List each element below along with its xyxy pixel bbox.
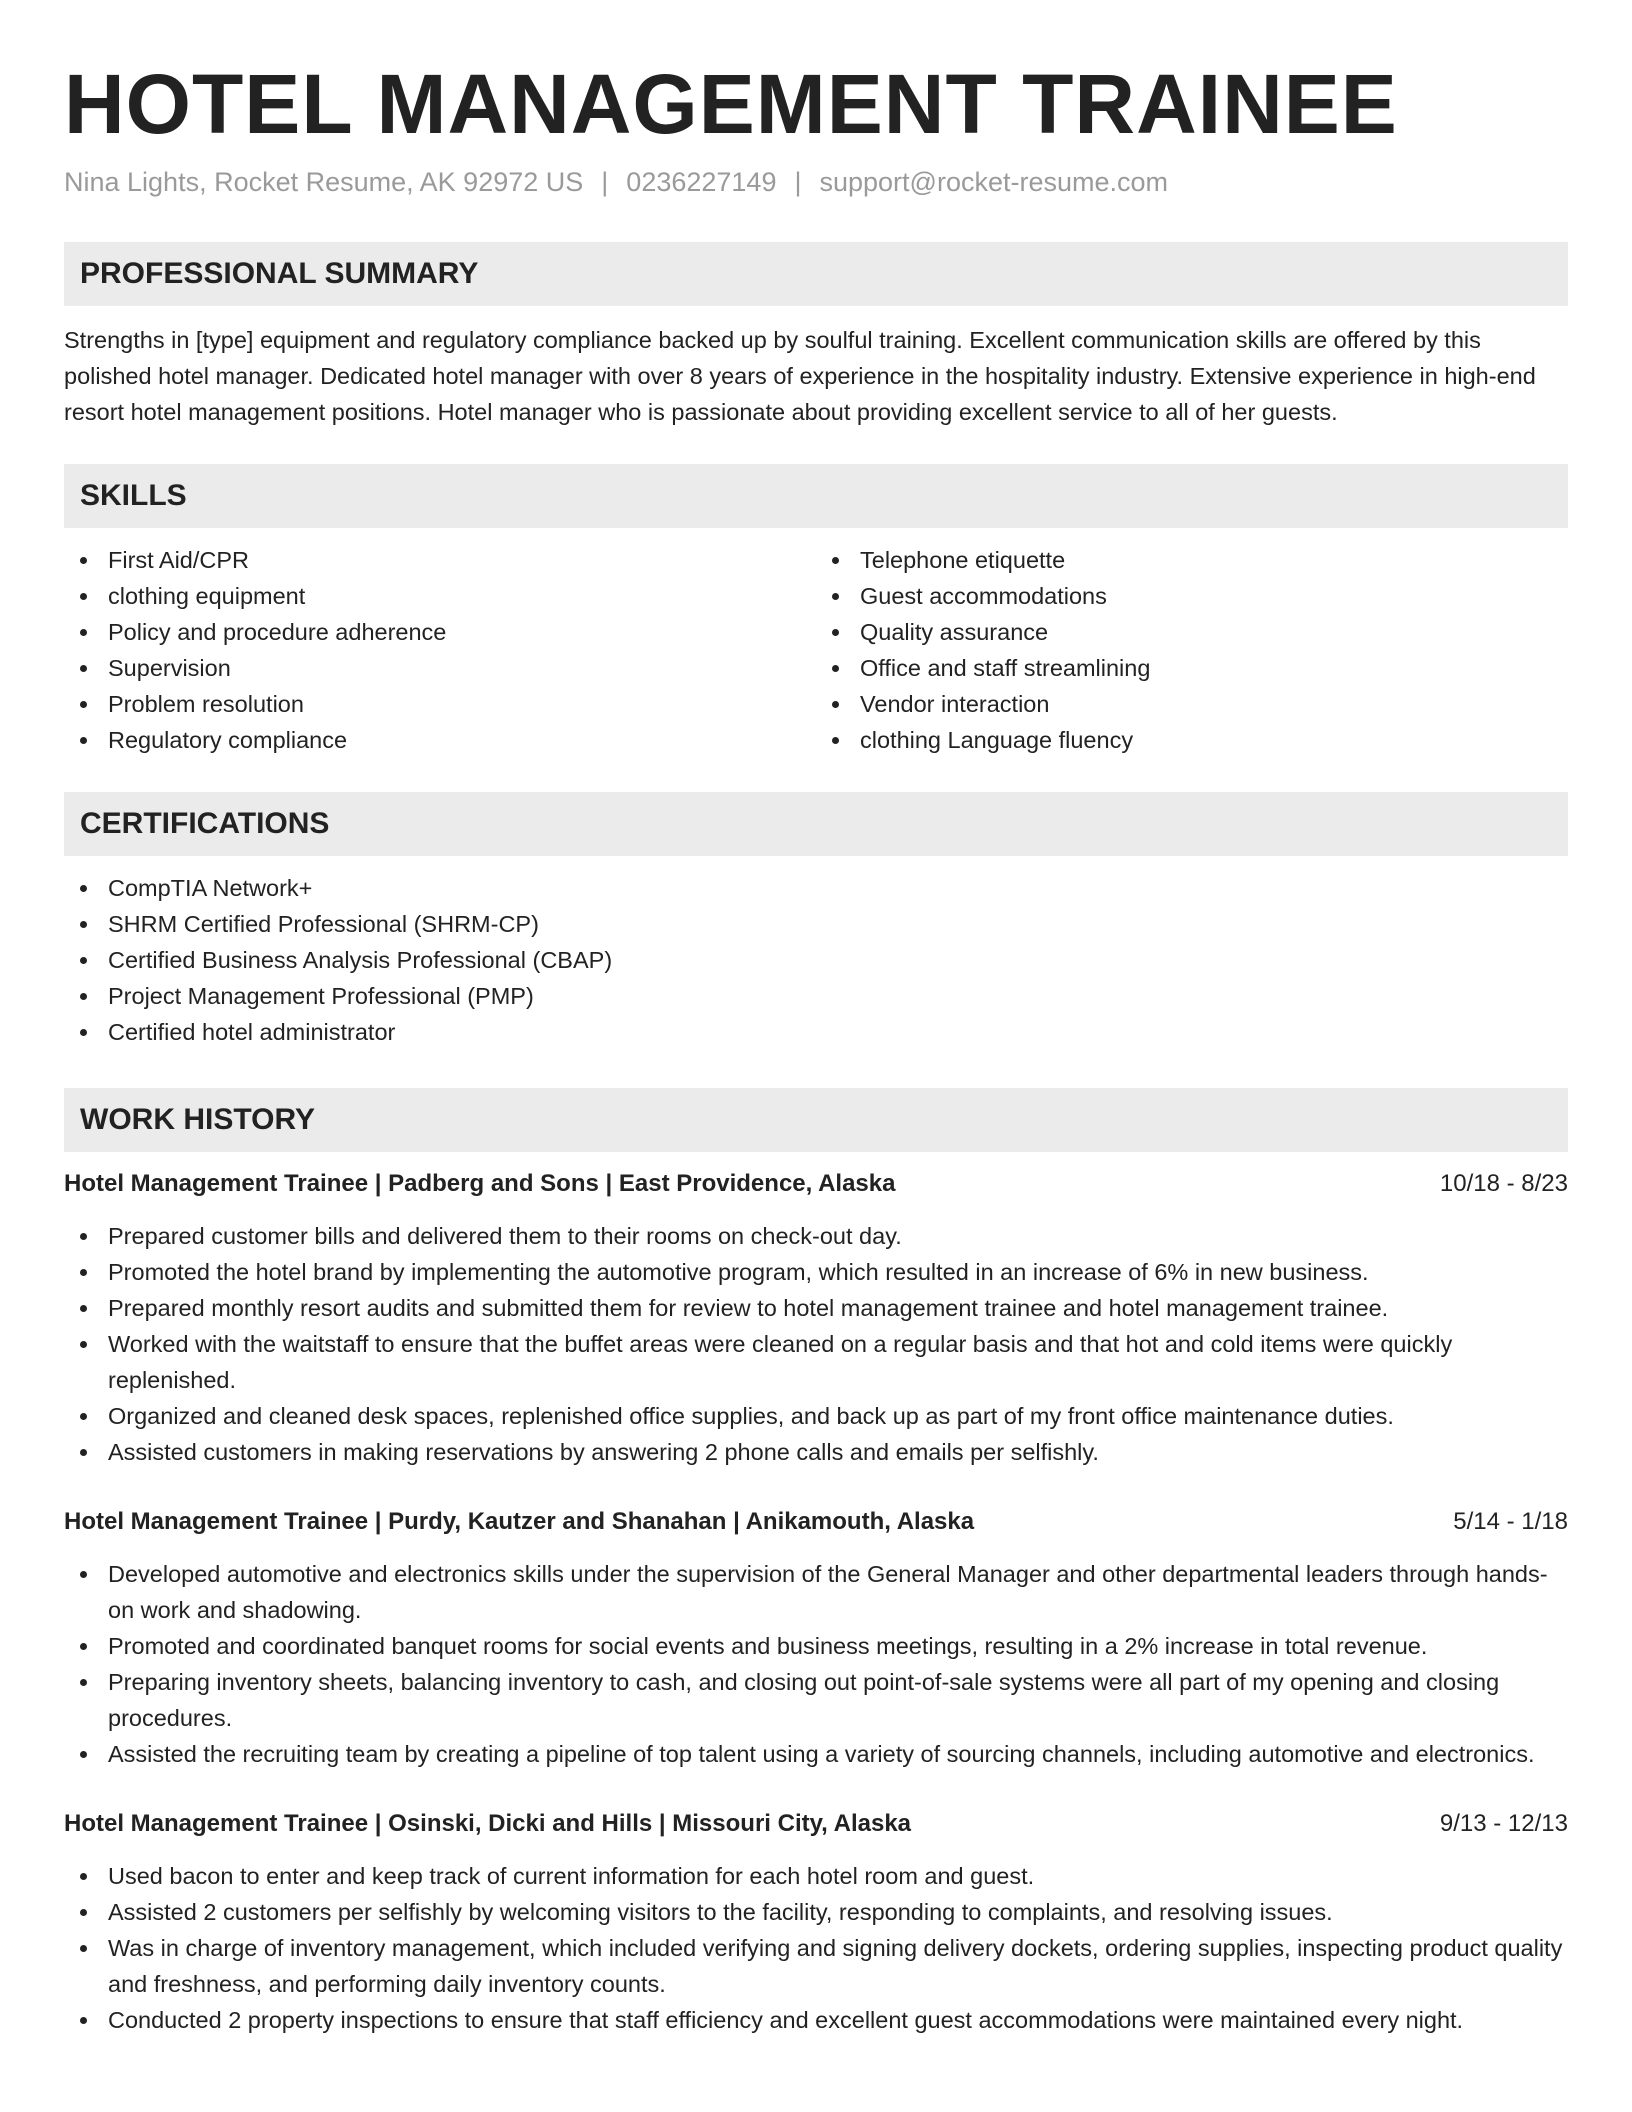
certification-item: Project Management Professional (PMP)	[64, 978, 1568, 1014]
skill-item: Telephone etiquette	[816, 542, 1568, 578]
skill-item: Guest accommodations	[816, 578, 1568, 614]
skill-item: Problem resolution	[64, 686, 816, 722]
job-bullet: Promoted the hotel brand by implementing the automotive program, which resulted in an increase of 6% in new business.	[64, 1254, 1568, 1290]
skill-item: Supervision	[64, 650, 816, 686]
job-bullet: Worked with the waitstaff to ensure that the buffet areas were cleaned on a regular basis and that hot and cold items were quickly replenished.	[64, 1326, 1568, 1398]
certification-item: SHRM Certified Professional (SHRM-CP)	[64, 906, 1568, 942]
certification-item: CompTIA Network+	[64, 870, 1568, 906]
contact-email: support@rocket-resume.com	[819, 167, 1169, 197]
skill-item: Policy and procedure adherence	[64, 614, 816, 650]
job-dates: 10/18 - 8/23	[1439, 1170, 1568, 1197]
job-bullet: Conducted 2 property inspections to ensure that staff efficiency and excellent guest accommodations were maintained every night.	[64, 2002, 1568, 2038]
job-title: Hotel Management Trainee | Osinski, Dicki and Hills | Missouri City, Alaska	[64, 1810, 912, 1837]
skill-item: clothing equipment	[64, 578, 816, 614]
contact-separator: |	[601, 167, 609, 197]
job-header	[64, 1166, 1568, 1202]
certifications-list	[64, 870, 1568, 1050]
section-header-certifications: CERTIFICATIONS	[64, 792, 1568, 856]
skills-column-left	[64, 542, 816, 758]
job-bullet: Was in charge of inventory management, which included verifying and signing delivery dockets, ordering supplies, inspecting product quality and freshness, and performing daily inventory counts.	[64, 1930, 1568, 2002]
skill-item: Quality assurance	[816, 614, 1568, 650]
certification-item: Certified Business Analysis Professional (CBAP)	[64, 942, 1568, 978]
job-bullets	[64, 1858, 1568, 2038]
contact-address: Nina Lights, Rocket Resume, AK 92972 US	[64, 167, 584, 197]
job-dates: 5/14 - 1/18	[1453, 1508, 1568, 1535]
contact-separator: |	[794, 167, 802, 197]
certification-item: Certified hotel administrator	[64, 1014, 1568, 1050]
skills-list-left	[64, 542, 816, 758]
job-bullet: Used bacon to enter and keep track of current information for each hotel room and guest.	[64, 1858, 1568, 1894]
job-dates: 9/13 - 12/13	[1439, 1810, 1568, 1837]
contact-line	[64, 164, 1568, 200]
skills-column-right	[816, 542, 1568, 758]
job-header	[64, 1504, 1568, 1540]
job-bullet: Prepared monthly resort audits and submitted them for review to hotel management trainee and hotel management trainee.	[64, 1290, 1568, 1326]
resume-title: HOTEL MANAGEMENT TRAINEE	[64, 57, 1398, 151]
job-title: Hotel Management Trainee | Padberg and Sons | East Providence, Alaska	[64, 1170, 896, 1197]
job-bullet: Assisted 2 customers per selfishly by welcoming visitors to the facility, responding to complaints, and resolving issues.	[64, 1894, 1568, 1930]
job-bullet: Prepared customer bills and delivered them to their rooms on check-out day.	[64, 1218, 1568, 1254]
section-header-skills: SKILLS	[64, 464, 1568, 528]
skill-item: clothing Language fluency	[816, 722, 1568, 758]
job-bullet: Promoted and coordinated banquet rooms for social events and business meetings, resulting in a 2% increase in total revenue.	[64, 1628, 1568, 1664]
job-bullets	[64, 1218, 1568, 1470]
job-entry	[64, 1806, 1568, 2038]
contact-phone: 0236227149	[626, 167, 777, 197]
job-bullet: Assisted customers in making reservations by answering 2 phone calls and emails per selfishly.	[64, 1434, 1568, 1470]
job-bullet: Organized and cleaned desk spaces, replenished office supplies, and back up as part of my front office maintenance duties.	[64, 1398, 1568, 1434]
job-title: Hotel Management Trainee | Purdy, Kautzer and Shanahan | Anikamouth, Alaska	[64, 1508, 975, 1535]
job-bullet: Developed automotive and electronics skills under the supervision of the General Manager and other departmental leaders through hands-on work and shadowing.	[64, 1556, 1568, 1628]
summary-text: Strengths in [type] equipment and regulatory compliance backed up by soulful training. Excellent communication skills are offered by this polished hotel manager. Dedicated hotel manager with over 8 years of experience in the hospitality industry. Extensive experience in high-end resort hotel management positions. Hotel manager who is passionate about providing excellent service to all of her guests.	[64, 327, 1536, 425]
job-bullet: Preparing inventory sheets, balancing inventory to cash, and closing out point-of-sale systems were all part of my opening and closing procedures.	[64, 1664, 1568, 1736]
job-header	[64, 1806, 1568, 1842]
job-bullet: Assisted the recruiting team by creating a pipeline of top talent using a variety of sourcing channels, including automotive and electronics.	[64, 1736, 1568, 1772]
job-bullets	[64, 1556, 1568, 1772]
skill-item: Office and staff streamlining	[816, 650, 1568, 686]
job-entry	[64, 1504, 1568, 1772]
skills-list-right	[816, 542, 1568, 758]
job-entry	[64, 1166, 1568, 1470]
section-header-work-history: WORK HISTORY	[64, 1088, 1568, 1152]
skills-grid	[64, 542, 1568, 758]
skill-item: First Aid/CPR	[64, 542, 816, 578]
skill-item: Regulatory compliance	[64, 722, 816, 758]
skill-item: Vendor interaction	[816, 686, 1568, 722]
section-header-summary: PROFESSIONAL SUMMARY	[64, 242, 1568, 306]
